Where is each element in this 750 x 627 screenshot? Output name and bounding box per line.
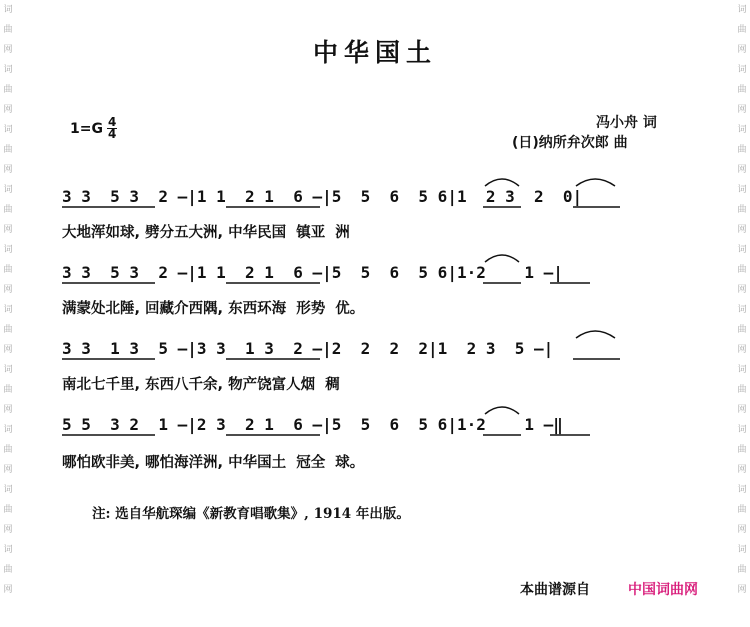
watermark-glyph: 曲 <box>3 505 13 515</box>
notes-row-2: 3 3 5 3 2 —|1 1 2 1 6 —|5 5 6 5 6|1·2 1 —| <box>62 262 563 282</box>
watermark-glyph: 曲 <box>3 445 13 455</box>
watermark-glyph: 网 <box>3 105 13 115</box>
lyrics-row-2: 满蒙处北陲, 回藏介西隅, 东西环海 形势 优。 <box>62 301 365 317</box>
watermark-glyph: 曲 <box>3 25 13 35</box>
notes-row-4: 5 5 3 2 1 —|2 3 2 1 6 —|5 5 6 5 6|1·2 1 —‖ <box>62 414 563 434</box>
watermark-glyph: 网 <box>737 225 747 235</box>
watermark-glyph: 词 <box>3 65 13 75</box>
watermark-glyph: 曲 <box>737 145 747 155</box>
watermark-glyph: 网 <box>3 225 13 235</box>
watermark-glyph: 网 <box>3 285 13 295</box>
watermark-glyph: 词 <box>3 485 13 495</box>
watermark-glyph: 词 <box>3 185 13 195</box>
lyricist-credit: 冯小舟 词 <box>596 115 657 131</box>
watermark-glyph: 词 <box>737 365 747 375</box>
page-title: 中华国土 <box>312 38 437 67</box>
watermark-glyph: 词 <box>3 5 13 15</box>
source-label: 本曲谱源自 <box>520 582 590 598</box>
watermark-glyph: 网 <box>737 105 747 115</box>
watermark-glyph: 曲 <box>3 385 13 395</box>
composer-credit: (日)纳所弁次郎 曲 <box>512 135 628 151</box>
watermark-glyph: 网 <box>3 45 13 55</box>
watermark-glyph: 网 <box>3 525 13 535</box>
watermark-glyph: 曲 <box>3 565 13 575</box>
watermark-glyph: 词 <box>737 245 747 255</box>
footnote: 注: 选自华航琛编《新教育唱歌集》, 1914 年出版。 <box>92 506 410 522</box>
watermark-glyph: 词 <box>737 185 747 195</box>
watermark-glyph: 网 <box>737 285 747 295</box>
watermark-glyph: 曲 <box>737 505 747 515</box>
watermark-glyph: 曲 <box>3 205 13 215</box>
watermark-glyph: 曲 <box>737 565 747 575</box>
watermark-glyph: 曲 <box>3 325 13 335</box>
watermark-glyph: 网 <box>737 465 747 475</box>
watermark-glyph: 网 <box>3 165 13 175</box>
time-bottom: 4 <box>107 127 117 141</box>
watermark-glyph: 词 <box>737 485 747 495</box>
beams <box>62 207 620 435</box>
watermark-glyph: 曲 <box>737 445 747 455</box>
watermark-glyph: 网 <box>737 165 747 175</box>
watermark-glyph: 词 <box>737 65 747 75</box>
watermark-glyph: 网 <box>737 345 747 355</box>
watermark-glyph: 曲 <box>3 145 13 155</box>
watermark-glyph: 网 <box>737 45 747 55</box>
source-site-link[interactable]: 中国词曲网 <box>628 582 698 598</box>
watermark-glyph: 网 <box>737 525 747 535</box>
watermark-glyph: 曲 <box>3 85 13 95</box>
watermark-glyph: 网 <box>3 405 13 415</box>
lyrics-row-1: 大地浑如球, 劈分五大洲, 中华民国 镇亚 洲 <box>62 225 350 241</box>
watermark-glyph: 曲 <box>737 205 747 215</box>
watermark-glyph: 网 <box>3 345 13 355</box>
watermark-glyph: 曲 <box>737 25 747 35</box>
notes-row-1: 3 3 5 3 2 —|1 1 2 1 6 —|5 5 6 5 6|1 2 3 2 0| <box>62 186 583 206</box>
watermark-glyph: 网 <box>3 465 13 475</box>
watermark-glyph: 词 <box>737 425 747 435</box>
watermark-glyph: 词 <box>3 545 13 555</box>
watermark-glyph: 曲 <box>737 85 747 95</box>
watermark-glyph: 曲 <box>3 265 13 275</box>
lyrics-row-3: 南北七千里, 东西八千余, 物产饶富人烟 稠 <box>62 377 340 393</box>
time-top: 4 <box>107 115 117 129</box>
watermark-glyph: 词 <box>737 125 747 135</box>
watermark-glyph: 词 <box>3 365 13 375</box>
key-label: 1=G <box>70 120 103 137</box>
watermark-glyph: 词 <box>3 305 13 315</box>
watermark-glyph: 曲 <box>737 325 747 335</box>
watermark-glyph: 词 <box>3 425 13 435</box>
watermark-glyph: 词 <box>737 305 747 315</box>
slurs <box>485 179 615 414</box>
watermark-glyph: 词 <box>737 545 747 555</box>
watermark-glyph: 网 <box>737 405 747 415</box>
watermark-glyph: 曲 <box>737 385 747 395</box>
watermark-glyph: 网 <box>3 585 13 595</box>
watermark-glyph: 词 <box>3 125 13 135</box>
watermark-glyph: 曲 <box>737 265 747 275</box>
watermark-glyph: 词 <box>3 245 13 255</box>
lyrics-row-4: 哪怕欧非美, 哪怕海洋洲, 中华国土 冠全 球。 <box>62 455 365 471</box>
notes-row-3: 3 3 1 3 5 —|3 3 1 3 2 —|2 2 2 2|1 2 3 5 —| <box>62 338 554 358</box>
watermark-glyph: 网 <box>737 585 747 595</box>
watermark-glyph: 词 <box>737 5 747 15</box>
